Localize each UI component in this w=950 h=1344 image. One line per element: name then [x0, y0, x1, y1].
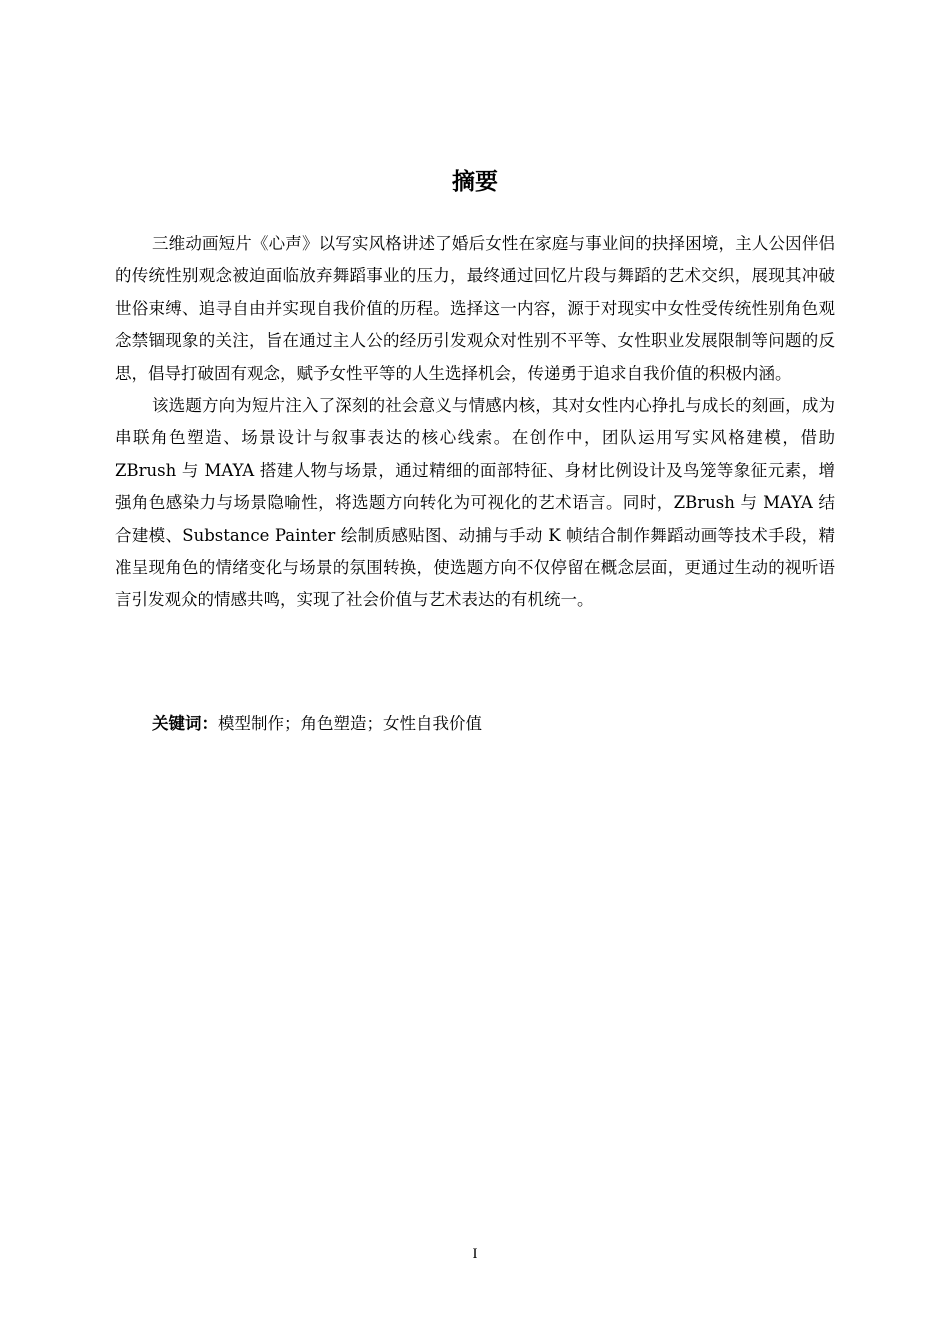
abstract-title: 摘要 — [452, 169, 498, 195]
keywords-label: 关键词： — [152, 714, 218, 733]
abstract-paragraph-2: 该选题方向为短片注入了深刻的社会意义与情感内核，其对女性内心挣扎与成长的刻画，成为串联角色塑造、场景设计与叙事表达的核心线索。在创作中，团队运用写实风格建模，借助 ZBrush 与 MAYA 搭建人物与场景，通过精细的面部特征、身材比例设计及鸟笼等象征元素，增强角色感染力与场景隐喻性，将选题方向转化为可视化的艺术语言。同时，ZBrush 与 MAYA 结合建模、Substance Painter 绘制质感贴图、动捕与手动 K 帧结合制作舞蹈动画等技术手段，精准呈现角色的情绪变化与场景的氛围转换，使选题方向不仅停留在概念层面，更通过生动的视听语言引发观众的情感共鸣，实现了社会价值与艺术表达的有机统一。 — [115, 396, 835, 610]
keywords-value: 模型制作；角色塑造；女性自我价值 — [218, 714, 482, 733]
abstract-body — [115, 228, 835, 617]
abstract-paragraph-1: 三维动画短片《心声》以写实风格讲述了婚后女性在家庭与事业间的抉择困境，主人公因伴侣的传统性别观念被迫面临放弃舞蹈事业的压力，最终通过回忆片段与舞蹈的艺术交织，展现其冲破世俗束缚、追寻自由并实现自我价值的历程。选择这一内容，源于对现实中女性受传统性别角色观念禁锢现象的关注，旨在通过主人公的经历引发观众对性别不平等、女性职业发展限制等问题的反思，倡导打破固有观念，赋予女性平等的人生选择机会，传递勇于追求自我价值的积极内涵。 — [115, 234, 835, 383]
page-number: I — [472, 1246, 478, 1262]
keywords-line — [152, 708, 852, 740]
